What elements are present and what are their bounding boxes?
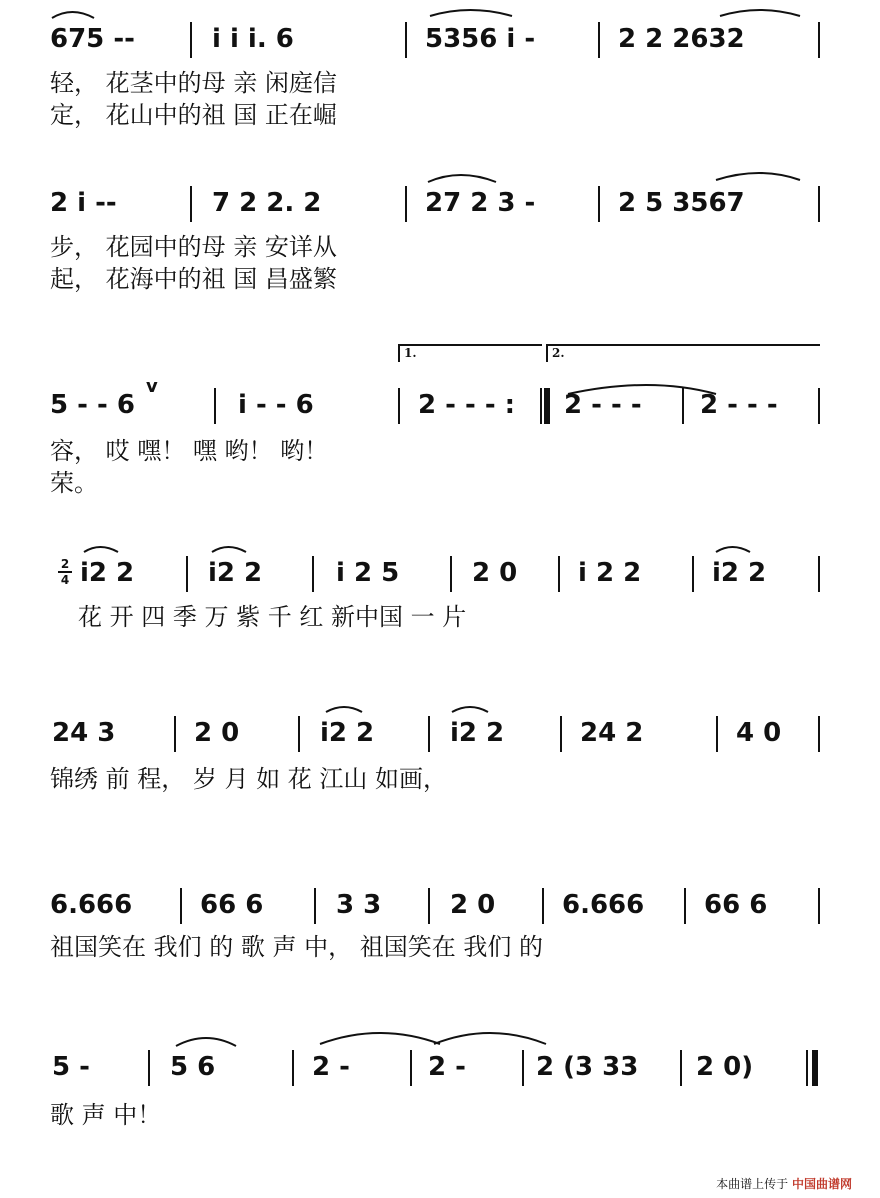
measure-4: 2 0 — [472, 558, 518, 588]
lyric-verse-1: 轻， 花茎中的母 亲 闲庭信 — [50, 69, 337, 97]
measure-4: 2 5 3567 — [618, 188, 745, 218]
measure-2: i2 2 — [208, 558, 263, 588]
measure-3: i 2 5 — [336, 558, 400, 588]
barline — [818, 556, 820, 592]
barline — [428, 888, 430, 924]
final-barline-thin — [806, 1050, 808, 1086]
slur — [430, 10, 512, 16]
lyric-verse-2: 定， 花山中的祖 国 正在崛 — [50, 101, 337, 129]
measure-6: 4 0 — [736, 718, 782, 748]
second-ending-bracket — [546, 344, 820, 362]
barline — [214, 388, 216, 424]
footer-text: 本曲谱上传于 — [716, 1177, 789, 1191]
barline — [148, 1050, 150, 1086]
notation-line — [0, 18, 880, 58]
notation-line — [0, 182, 880, 222]
measure-6: 2 0) — [696, 1052, 754, 1082]
source-footer — [716, 1175, 852, 1192]
measure-2: 2 0 — [194, 718, 240, 748]
measure-3: 2 - — [312, 1052, 350, 1082]
measure-5: 6.666 — [562, 890, 645, 920]
barline — [398, 388, 400, 424]
measure-3: 3 3 — [336, 890, 382, 920]
repeat-barline-thick — [544, 388, 550, 424]
measure-4: 2 - - - — [564, 390, 642, 420]
measure-4: 2 2 2632 — [618, 24, 745, 54]
lyric-verse-2: 起， 花海中的祖 国 昌盛繁 — [50, 265, 337, 293]
barline — [818, 22, 820, 58]
barline — [684, 888, 686, 924]
barline — [190, 22, 192, 58]
lyric-verse-2: 荣。 — [50, 469, 98, 497]
measure-3: 27 2 3 - — [425, 188, 536, 218]
slur — [320, 1033, 440, 1044]
barline — [680, 1050, 682, 1086]
measure-3: 2 - - - : — [418, 390, 516, 420]
lyric-verse-1: 步， 花园中的母 亲 安详从 — [50, 233, 337, 261]
measure-2: 5 6 — [170, 1052, 216, 1082]
barline — [558, 556, 560, 592]
measure-5: i 2 2 — [578, 558, 642, 588]
slur — [176, 1038, 236, 1046]
lyric-line: 锦绣 前 程， 岁 月 如 花 江山 如画， — [50, 765, 448, 793]
repeat-barline — [540, 388, 542, 424]
slur — [428, 175, 496, 182]
measure-3: i2 2 — [320, 718, 375, 748]
measure-6: i2 2 — [712, 558, 767, 588]
barline — [450, 556, 452, 592]
barline — [522, 1050, 524, 1086]
measure-1: 5 - - 6 — [50, 390, 135, 420]
measure-4: 2 - — [428, 1052, 466, 1082]
measure-5: 2 - - - — [700, 390, 778, 420]
barline — [598, 22, 600, 58]
lyric-line: 花 开 四 季 万 紫 千 红 新中国 一 片 — [78, 603, 467, 631]
slur — [716, 173, 800, 180]
barline — [186, 556, 188, 592]
barline — [312, 556, 314, 592]
first-ending-label: 1. — [404, 346, 417, 360]
barline — [818, 186, 820, 222]
measure-1: 2 i -- — [50, 188, 117, 218]
barline — [692, 556, 694, 592]
notation-line — [0, 552, 880, 592]
barline — [298, 716, 300, 752]
barline — [716, 716, 718, 752]
lyric-line: 歌 声 中！ — [50, 1101, 162, 1129]
measure-1: 5 - — [52, 1052, 90, 1082]
barline — [410, 1050, 412, 1086]
site-logo[interactable]: 中国曲谱网 — [791, 1177, 852, 1191]
barline — [818, 388, 820, 424]
barline — [428, 716, 430, 752]
measure-2: i i i. 6 — [212, 24, 294, 54]
notation-line — [0, 884, 880, 924]
notation-line — [0, 1046, 880, 1086]
measure-3: 5356 i - — [425, 24, 536, 54]
lyric-line: 祖国笑在 我们 的 歌 声 中， 祖国笑在 我们 的 — [50, 933, 544, 961]
measure-1: i2 2 — [80, 558, 135, 588]
final-barline-thick — [812, 1050, 818, 1086]
barline — [405, 22, 407, 58]
second-ending-label: 2. — [552, 346, 565, 360]
lyric-verse-1: 容， 哎 嘿！ 嘿 哟！ 哟！ — [50, 437, 329, 465]
measure-5: 24 2 — [580, 718, 644, 748]
notation-line — [0, 376, 880, 424]
barline — [818, 888, 820, 924]
measure-2: i - - 6 — [238, 390, 314, 420]
barline — [542, 888, 544, 924]
barline — [292, 1050, 294, 1086]
barline — [190, 186, 192, 222]
measure-4: i2 2 — [450, 718, 505, 748]
measure-1: 24 3 — [52, 718, 116, 748]
slur — [434, 1033, 546, 1044]
breath-mark: v — [146, 376, 158, 397]
barline — [560, 716, 562, 752]
time-signature: 2 4 — [58, 558, 72, 586]
measure-1: 675 -- — [50, 24, 135, 54]
barline — [180, 888, 182, 924]
measure-5: 2 (3 33 — [536, 1052, 639, 1082]
first-ending-bracket — [398, 344, 542, 362]
barline — [405, 186, 407, 222]
notation-line — [0, 712, 880, 752]
barline — [818, 716, 820, 752]
measure-2: 7 2 2. 2 — [212, 188, 322, 218]
barline — [682, 388, 684, 424]
barline — [174, 716, 176, 752]
measure-2: 66 6 — [200, 890, 264, 920]
barline — [598, 186, 600, 222]
slur — [720, 10, 800, 16]
barline — [314, 888, 316, 924]
measure-4: 2 0 — [450, 890, 496, 920]
measure-1: 6.666 — [50, 890, 133, 920]
measure-6: 66 6 — [704, 890, 768, 920]
